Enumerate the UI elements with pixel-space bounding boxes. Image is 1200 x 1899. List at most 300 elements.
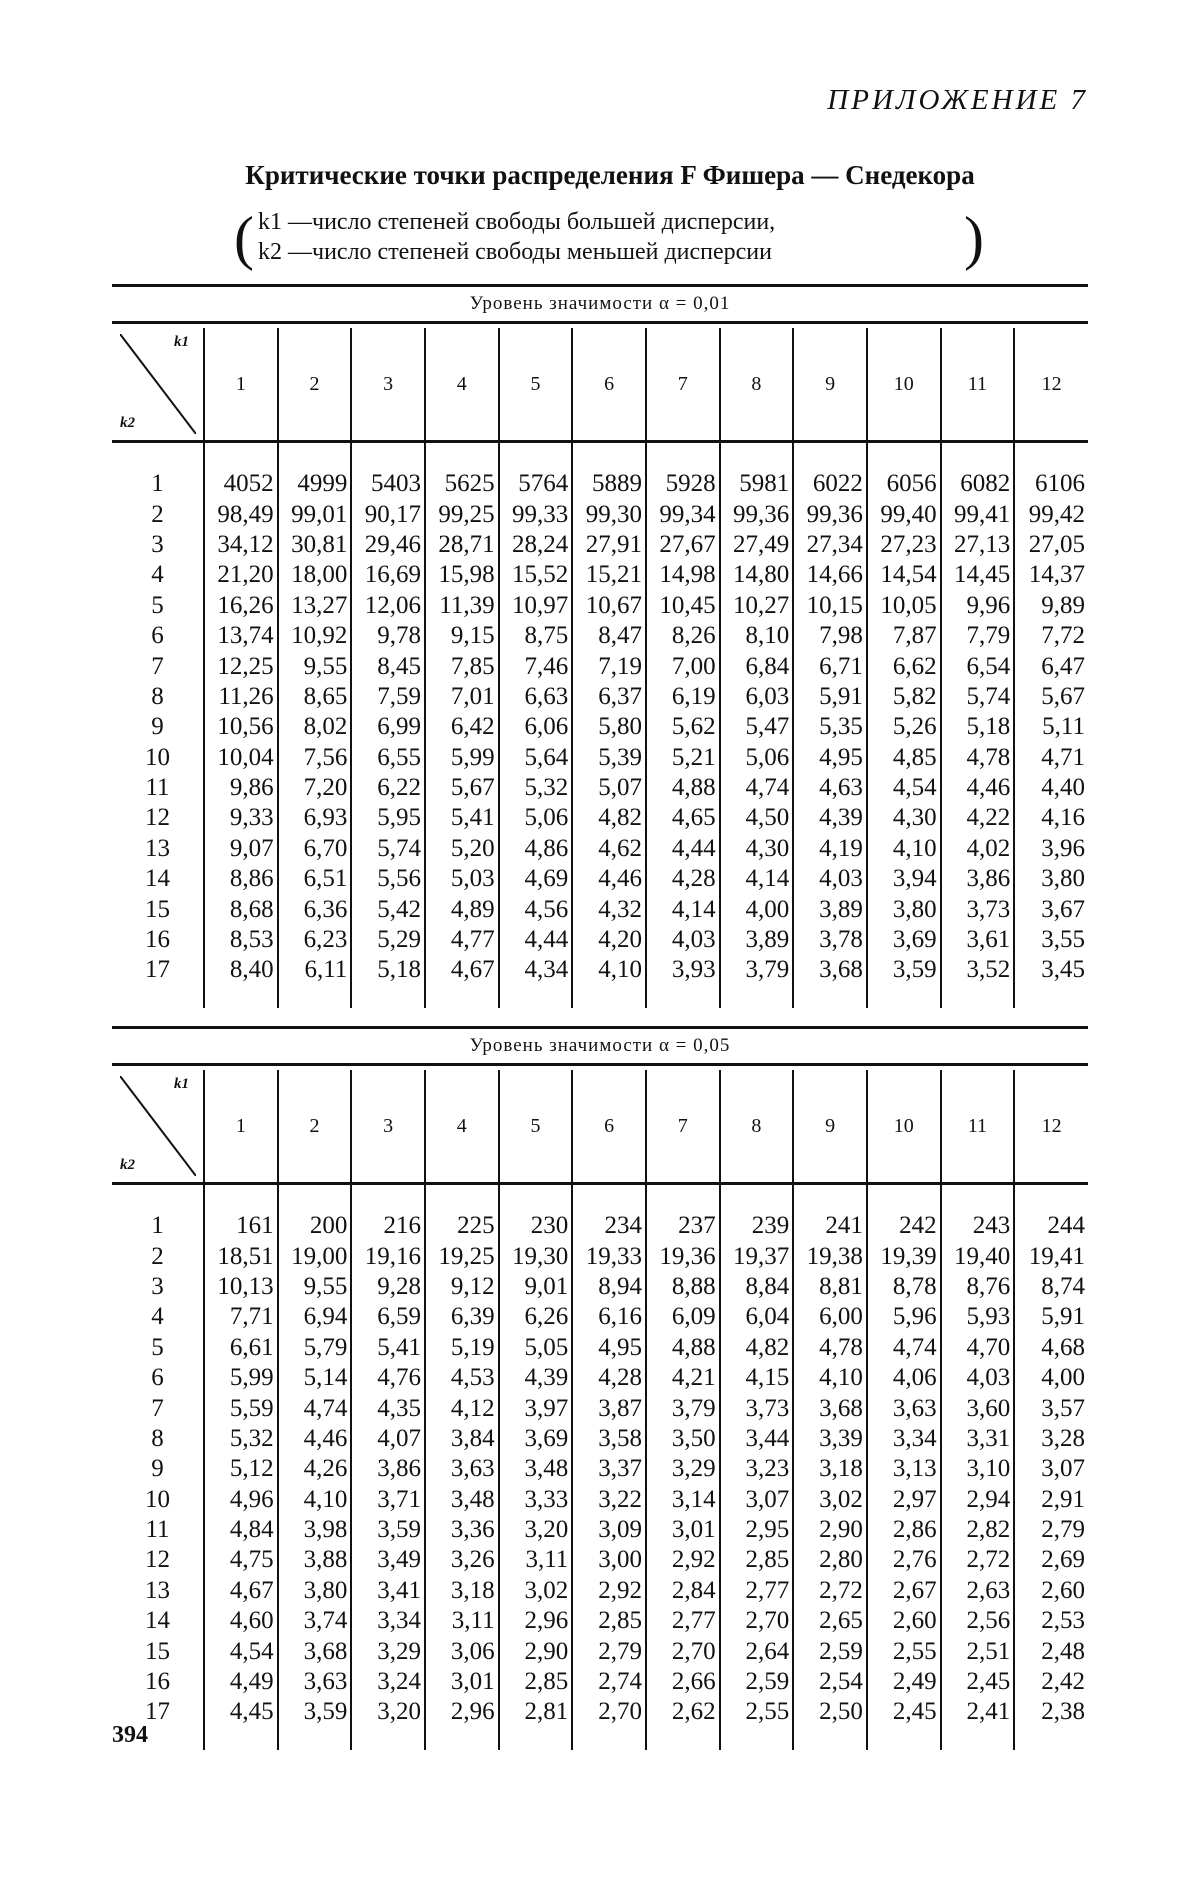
critical-value-cell: 3,52 [941, 955, 1015, 985]
critical-points-table-005 [112, 1070, 1088, 1750]
critical-value-cell: 2,51 [941, 1636, 1015, 1666]
critical-value-cell: 2,86 [867, 1515, 941, 1545]
critical-value-cell: 4,95 [572, 1333, 646, 1363]
critical-value-cell: 3,94 [867, 864, 941, 894]
critical-value-cell: 4,71 [1014, 743, 1088, 773]
column-header-k1: 12 [1014, 1070, 1088, 1184]
critical-value-cell: 8,47 [572, 621, 646, 651]
critical-value-cell: 19,33 [572, 1241, 646, 1271]
spacer-cell [793, 1728, 867, 1750]
critical-value-cell: 2,64 [720, 1636, 794, 1666]
critical-value-cell: 3,73 [941, 894, 1015, 924]
spacer-cell [867, 1184, 941, 1212]
critical-value-cell: 2,96 [499, 1606, 573, 1636]
critical-value-cell: 3,80 [1014, 864, 1088, 894]
critical-value-cell: 10,15 [793, 591, 867, 621]
spacer-cell [646, 1728, 720, 1750]
critical-value-cell: 16,26 [204, 591, 278, 621]
row-header-k2: 12 [145, 804, 170, 832]
spacer-cell [425, 1728, 499, 1750]
critical-value-cell: 98,49 [204, 499, 278, 529]
column-header-k1: 7 [646, 328, 720, 442]
critical-value-cell: 4,03 [646, 925, 720, 955]
critical-value-cell: 2,55 [867, 1636, 941, 1666]
critical-value-cell: 3,22 [572, 1485, 646, 1515]
critical-value-cell: 2,94 [941, 1485, 1015, 1515]
critical-value-cell: 3,63 [425, 1454, 499, 1484]
significance-level-label: Уровень значимости α = 0,01 [112, 284, 1088, 324]
critical-value-cell: 225 [425, 1211, 499, 1241]
spacer-cell [646, 442, 720, 470]
column-header-k1: 3 [351, 1070, 425, 1184]
critical-value-cell: 2,90 [793, 1515, 867, 1545]
critical-value-cell: 2,66 [646, 1667, 720, 1697]
critical-value-cell: 5,67 [425, 773, 499, 803]
critical-value-cell: 5,95 [351, 803, 425, 833]
critical-value-cell: 6,99 [351, 712, 425, 742]
row-header-k2: 16 [145, 926, 170, 954]
column-header-k1: 11 [941, 1070, 1015, 1184]
table-row [112, 834, 1088, 864]
critical-value-cell: 5,35 [793, 712, 867, 742]
table-row [112, 1302, 1088, 1332]
critical-value-cell: 4,30 [720, 834, 794, 864]
spacer-cell [278, 986, 352, 1008]
critical-value-cell: 5,62 [646, 712, 720, 742]
critical-value-cell: 4,28 [646, 864, 720, 894]
critical-value-cell: 3,39 [793, 1424, 867, 1454]
critical-value-cell: 2,90 [499, 1636, 573, 1666]
critical-value-cell: 6022 [793, 469, 867, 499]
critical-value-cell: 7,20 [278, 773, 352, 803]
spacer-cell [793, 986, 867, 1008]
critical-value-cell: 6,55 [351, 743, 425, 773]
table-row [112, 803, 1088, 833]
critical-value-cell: 2,72 [793, 1576, 867, 1606]
critical-value-cell: 4,45 [204, 1697, 278, 1727]
critical-value-cell: 15,21 [572, 560, 646, 590]
critical-value-cell: 5,32 [204, 1424, 278, 1454]
column-header-k1: 5 [499, 328, 573, 442]
critical-value-cell: 27,23 [867, 530, 941, 560]
critical-value-cell: 4,65 [646, 803, 720, 833]
table-row [112, 1393, 1088, 1423]
critical-value-cell: 6106 [1014, 469, 1088, 499]
table-row [112, 591, 1088, 621]
critical-value-cell: 2,62 [646, 1697, 720, 1727]
critical-value-cell: 3,89 [720, 925, 794, 955]
critical-value-cell: 19,37 [720, 1241, 794, 1271]
critical-value-cell: 5,21 [646, 743, 720, 773]
critical-value-cell: 5,79 [278, 1333, 352, 1363]
critical-value-cell: 3,20 [499, 1515, 573, 1545]
critical-value-cell: 3,60 [941, 1393, 1015, 1423]
row-header-k2: 6 [151, 622, 164, 650]
table-row [112, 925, 1088, 955]
critical-value-cell: 6056 [867, 469, 941, 499]
critical-value-cell: 4,35 [351, 1393, 425, 1423]
critical-value-cell: 5,91 [1014, 1302, 1088, 1332]
critical-value-cell: 6,61 [204, 1333, 278, 1363]
spacer-cell [1014, 986, 1088, 1008]
critical-value-cell: 2,49 [867, 1667, 941, 1697]
table-row [112, 1485, 1088, 1515]
critical-value-cell: 3,33 [499, 1485, 573, 1515]
critical-value-cell: 5,12 [204, 1454, 278, 1484]
critical-value-cell: 8,88 [646, 1272, 720, 1302]
critical-value-cell: 3,18 [793, 1454, 867, 1484]
critical-value-cell: 6082 [941, 469, 1015, 499]
critical-value-cell: 5,05 [499, 1333, 573, 1363]
critical-value-cell: 244 [1014, 1211, 1088, 1241]
critical-value-cell: 4,03 [941, 1363, 1015, 1393]
critical-value-cell: 4,10 [572, 955, 646, 985]
critical-value-cell: 6,51 [278, 864, 352, 894]
critical-value-cell: 3,01 [425, 1667, 499, 1697]
table-row [112, 1424, 1088, 1454]
critical-value-cell: 99,42 [1014, 499, 1088, 529]
critical-value-cell: 19,16 [351, 1241, 425, 1271]
critical-value-cell: 19,25 [425, 1241, 499, 1271]
critical-value-cell: 4,19 [793, 834, 867, 864]
critical-value-cell: 4,76 [351, 1363, 425, 1393]
critical-value-cell: 4,26 [278, 1454, 352, 1484]
critical-value-cell: 239 [720, 1211, 794, 1241]
spacer-cell [1014, 442, 1088, 470]
degrees-of-freedom-note [234, 207, 984, 277]
critical-value-cell: 90,17 [351, 499, 425, 529]
critical-value-cell: 4,44 [646, 834, 720, 864]
spacer-cell [646, 986, 720, 1008]
critical-value-cell: 2,60 [1014, 1576, 1088, 1606]
k1-axis-label: k1 [174, 1076, 189, 1092]
critical-value-cell: 4,07 [351, 1424, 425, 1454]
critical-value-cell: 27,67 [646, 530, 720, 560]
critical-value-cell: 2,81 [499, 1697, 573, 1727]
spacer-cell [112, 986, 204, 1008]
column-header-k1: 10 [867, 328, 941, 442]
spacer-row [112, 1184, 1088, 1212]
spacer-cell [572, 1728, 646, 1750]
critical-value-cell: 19,00 [278, 1241, 352, 1271]
critical-value-cell: 15,98 [425, 560, 499, 590]
table-row [112, 682, 1088, 712]
critical-value-cell: 3,98 [278, 1515, 352, 1545]
row-header-k2: 5 [151, 1333, 164, 1361]
spacer-cell [793, 1184, 867, 1212]
critical-value-cell: 3,11 [499, 1545, 573, 1575]
critical-value-cell: 4,03 [793, 864, 867, 894]
row-header-k2: 3 [151, 530, 164, 558]
critical-value-cell: 6,04 [720, 1302, 794, 1332]
critical-value-cell: 10,05 [867, 591, 941, 621]
critical-value-cell: 99,40 [867, 499, 941, 529]
critical-value-cell: 4,56 [499, 894, 573, 924]
critical-value-cell: 4,78 [793, 1333, 867, 1363]
critical-value-cell: 2,41 [941, 1697, 1015, 1727]
critical-value-cell: 200 [278, 1211, 352, 1241]
critical-value-cell: 8,84 [720, 1272, 794, 1302]
critical-value-cell: 99,41 [941, 499, 1015, 529]
critical-value-cell: 4,02 [941, 834, 1015, 864]
critical-value-cell: 3,55 [1014, 925, 1088, 955]
critical-value-cell: 9,78 [351, 621, 425, 651]
critical-value-cell: 4,70 [941, 1333, 1015, 1363]
critical-value-cell: 241 [793, 1211, 867, 1241]
critical-value-cell: 4,46 [278, 1424, 352, 1454]
critical-value-cell: 4,63 [793, 773, 867, 803]
table-row [112, 1454, 1088, 1484]
row-header-k2: 10 [145, 743, 170, 771]
critical-value-cell: 2,56 [941, 1606, 1015, 1636]
critical-value-cell: 10,97 [499, 591, 573, 621]
header-row [112, 328, 1088, 442]
critical-value-cell: 4,78 [941, 743, 1015, 773]
critical-value-cell: 27,05 [1014, 530, 1088, 560]
critical-value-cell: 99,33 [499, 499, 573, 529]
row-header-k2: 15 [145, 1637, 170, 1665]
table-row [112, 864, 1088, 894]
spacer-cell [499, 442, 573, 470]
row-header-k2: 10 [145, 1485, 170, 1513]
critical-value-cell: 12,25 [204, 651, 278, 681]
critical-value-cell: 99,36 [793, 499, 867, 529]
critical-value-cell: 7,01 [425, 682, 499, 712]
critical-value-cell: 27,13 [941, 530, 1015, 560]
critical-value-cell: 3,02 [499, 1576, 573, 1606]
critical-value-cell: 4,74 [867, 1333, 941, 1363]
spacer-cell [941, 442, 1015, 470]
critical-value-cell: 6,63 [499, 682, 573, 712]
row-header-k2: 6 [151, 1364, 164, 1392]
critical-value-cell: 5,18 [351, 955, 425, 985]
spacer-cell [572, 986, 646, 1008]
spacer-cell [1014, 1728, 1088, 1750]
critical-value-cell: 5,56 [351, 864, 425, 894]
spacer-row [112, 442, 1088, 470]
row-header-k2: 2 [151, 500, 164, 528]
critical-value-cell: 3,79 [646, 1393, 720, 1423]
critical-value-cell: 8,45 [351, 651, 425, 681]
critical-value-cell: 4,10 [278, 1485, 352, 1515]
row-header-k2: 13 [145, 834, 170, 862]
critical-value-cell: 5,74 [941, 682, 1015, 712]
critical-value-cell: 2,72 [941, 1545, 1015, 1575]
spacer-row [112, 986, 1088, 1008]
row-header-k2: 7 [151, 1394, 164, 1422]
critical-value-cell: 3,07 [720, 1485, 794, 1515]
critical-value-cell: 3,59 [867, 955, 941, 985]
critical-value-cell: 3,58 [572, 1424, 646, 1454]
spacer-cell [204, 1728, 278, 1750]
critical-value-cell: 8,53 [204, 925, 278, 955]
critical-value-cell: 6,36 [278, 894, 352, 924]
critical-value-cell: 4,00 [1014, 1363, 1088, 1393]
critical-value-cell: 7,85 [425, 651, 499, 681]
critical-value-cell: 99,34 [646, 499, 720, 529]
critical-value-cell: 13,74 [204, 621, 278, 651]
critical-value-cell: 9,33 [204, 803, 278, 833]
critical-value-cell: 7,87 [867, 621, 941, 651]
spacer-row [112, 1728, 1088, 1750]
critical-value-cell: 234 [572, 1211, 646, 1241]
critical-value-cell: 3,14 [646, 1485, 720, 1515]
critical-value-cell: 4,82 [720, 1333, 794, 1363]
table-section-001 [112, 284, 1088, 1008]
row-header-k2: 15 [145, 895, 170, 923]
critical-value-cell: 5981 [720, 469, 794, 499]
critical-value-cell: 6,47 [1014, 651, 1088, 681]
row-header-k2: 14 [145, 865, 170, 893]
table-row [112, 1545, 1088, 1575]
spacer-cell [499, 1184, 573, 1212]
table-row [112, 1636, 1088, 1666]
critical-value-cell: 4,88 [646, 1333, 720, 1363]
critical-value-cell: 19,38 [793, 1241, 867, 1271]
critical-value-cell: 99,36 [720, 499, 794, 529]
critical-value-cell: 3,11 [425, 1606, 499, 1636]
critical-value-cell: 8,68 [204, 894, 278, 924]
critical-value-cell: 5,29 [351, 925, 425, 955]
critical-value-cell: 5625 [425, 469, 499, 499]
critical-value-cell: 2,79 [572, 1636, 646, 1666]
critical-value-cell: 9,55 [278, 651, 352, 681]
critical-value-cell: 2,59 [793, 1636, 867, 1666]
critical-value-cell: 3,28 [1014, 1424, 1088, 1454]
critical-value-cell: 8,26 [646, 621, 720, 651]
row-header-k2: 16 [145, 1668, 170, 1696]
critical-value-cell: 19,40 [941, 1241, 1015, 1271]
critical-value-cell: 6,22 [351, 773, 425, 803]
critical-value-cell: 14,98 [646, 560, 720, 590]
critical-value-cell: 4,39 [793, 803, 867, 833]
row-header-k2: 4 [151, 1303, 164, 1331]
table-row [112, 1515, 1088, 1545]
spacer-cell [720, 986, 794, 1008]
critical-value-cell: 6,37 [572, 682, 646, 712]
critical-value-cell: 5,99 [425, 743, 499, 773]
critical-value-cell: 4,77 [425, 925, 499, 955]
critical-value-cell: 4,60 [204, 1606, 278, 1636]
critical-value-cell: 4,74 [278, 1393, 352, 1423]
critical-value-cell: 3,00 [572, 1545, 646, 1575]
critical-value-cell: 8,75 [499, 621, 573, 651]
critical-value-cell: 4,82 [572, 803, 646, 833]
column-header-k1: 8 [720, 328, 794, 442]
critical-value-cell: 7,59 [351, 682, 425, 712]
critical-value-cell: 2,92 [572, 1576, 646, 1606]
critical-value-cell: 8,10 [720, 621, 794, 651]
critical-value-cell: 10,45 [646, 591, 720, 621]
critical-value-cell: 4,54 [867, 773, 941, 803]
spacer-cell [112, 442, 204, 470]
row-header-k2: 17 [145, 956, 170, 984]
critical-value-cell: 10,13 [204, 1272, 278, 1302]
critical-value-cell: 4,21 [646, 1363, 720, 1393]
critical-value-cell: 4,44 [499, 925, 573, 955]
table-row [112, 621, 1088, 651]
critical-value-cell: 4,46 [941, 773, 1015, 803]
critical-value-cell: 4,75 [204, 1545, 278, 1575]
critical-value-cell: 18,00 [278, 560, 352, 590]
critical-value-cell: 5,06 [499, 803, 573, 833]
header-row [112, 1070, 1088, 1184]
critical-value-cell: 6,16 [572, 1302, 646, 1332]
critical-value-cell: 2,42 [1014, 1667, 1088, 1697]
critical-value-cell: 5,39 [572, 743, 646, 773]
critical-value-cell: 6,84 [720, 651, 794, 681]
critical-value-cell: 5764 [499, 469, 573, 499]
critical-value-cell: 8,02 [278, 712, 352, 742]
critical-value-cell: 3,57 [1014, 1393, 1088, 1423]
critical-value-cell: 4,67 [204, 1576, 278, 1606]
critical-value-cell: 3,74 [278, 1606, 352, 1636]
spacer-cell [204, 442, 278, 470]
critical-value-cell: 4,68 [1014, 1333, 1088, 1363]
spacer-cell [278, 442, 352, 470]
critical-value-cell: 8,94 [572, 1272, 646, 1302]
critical-value-cell: 28,71 [425, 530, 499, 560]
critical-value-cell: 5,47 [720, 712, 794, 742]
table-row [112, 530, 1088, 560]
column-header-k1: 1 [204, 328, 278, 442]
critical-value-cell: 6,11 [278, 955, 352, 985]
k1-axis-label: k1 [174, 334, 189, 350]
critical-value-cell: 3,07 [1014, 1454, 1088, 1484]
critical-value-cell: 5,26 [867, 712, 941, 742]
critical-value-cell: 4,15 [720, 1363, 794, 1393]
row-header-k2: 8 [151, 1424, 164, 1452]
critical-value-cell: 3,45 [1014, 955, 1088, 985]
critical-value-cell: 4,28 [572, 1363, 646, 1393]
critical-value-cell: 5,07 [572, 773, 646, 803]
critical-value-cell: 4,84 [204, 1515, 278, 1545]
table-row [112, 1606, 1088, 1636]
spacer-cell [941, 1728, 1015, 1750]
spacer-cell [720, 1184, 794, 1212]
critical-value-cell: 6,26 [499, 1302, 573, 1332]
column-header-k1: 3 [351, 328, 425, 442]
column-header-k1: 5 [499, 1070, 573, 1184]
critical-value-cell: 6,09 [646, 1302, 720, 1332]
critical-value-cell: 2,59 [720, 1667, 794, 1697]
table-row [112, 894, 1088, 924]
critical-value-cell: 3,48 [425, 1485, 499, 1515]
critical-value-cell: 10,04 [204, 743, 278, 773]
critical-value-cell: 5,06 [720, 743, 794, 773]
row-header-k2: 1 [151, 1212, 164, 1240]
row-header-k2: 17 [145, 1698, 170, 1726]
critical-value-cell: 3,50 [646, 1424, 720, 1454]
critical-value-cell: 34,12 [204, 530, 278, 560]
critical-value-cell: 6,06 [499, 712, 573, 742]
critical-value-cell: 7,79 [941, 621, 1015, 651]
critical-value-cell: 5,80 [572, 712, 646, 742]
spacer-cell [425, 442, 499, 470]
left-parenthesis: ( [234, 205, 254, 271]
critical-value-cell: 3,80 [867, 894, 941, 924]
critical-value-cell: 5,42 [351, 894, 425, 924]
note-line-k2: k2 —число степеней свободы меньшей дисперсии [258, 239, 772, 265]
spacer-cell [1014, 1184, 1088, 1212]
critical-value-cell: 28,24 [499, 530, 573, 560]
critical-value-cell: 2,79 [1014, 1515, 1088, 1545]
critical-value-cell: 5,41 [425, 803, 499, 833]
critical-value-cell: 14,54 [867, 560, 941, 590]
row-header-k2: 11 [145, 774, 170, 802]
critical-value-cell: 3,49 [351, 1545, 425, 1575]
critical-value-cell: 5,11 [1014, 712, 1088, 742]
